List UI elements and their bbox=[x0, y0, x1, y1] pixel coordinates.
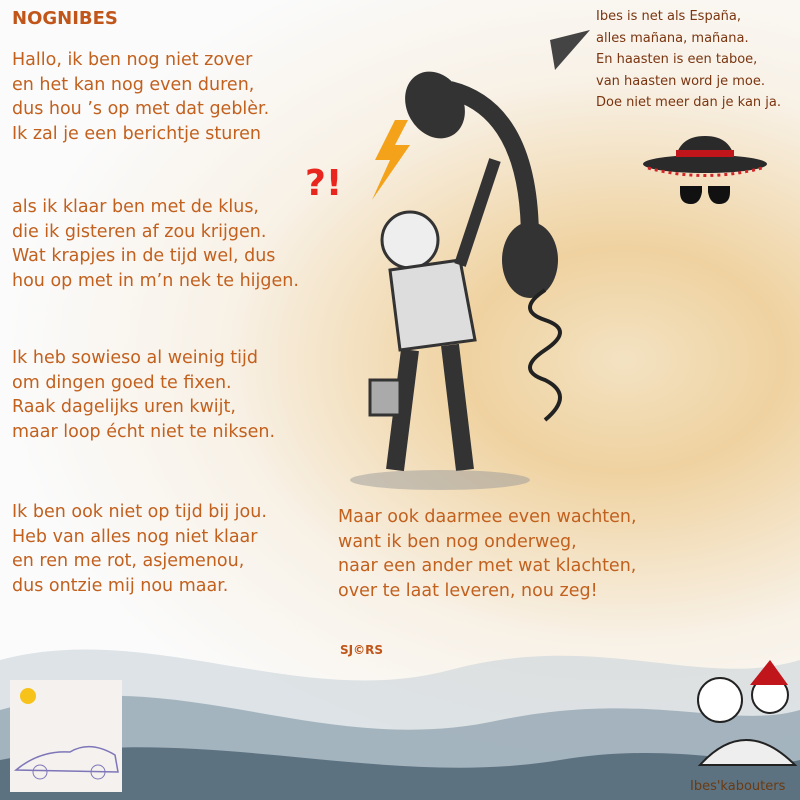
line: en ren me rot, asjemenou, bbox=[12, 551, 245, 571]
stanza-3 bbox=[12, 346, 275, 444]
line: Raak dagelijks uren kwijt, bbox=[12, 397, 236, 417]
stanza-1 bbox=[12, 48, 269, 146]
line: Ik ben ook niet op tijd bij jou. bbox=[12, 502, 267, 522]
line: dus hou ’s op met dat geblèr. bbox=[12, 99, 270, 119]
kabouters-illustration bbox=[690, 655, 800, 775]
poem-title: NOGNIBES bbox=[12, 8, 118, 29]
lightning-icon bbox=[372, 120, 410, 200]
line: hou op met in m’n nek te hijgen. bbox=[12, 270, 299, 291]
side-verse bbox=[596, 6, 781, 114]
line: Hallo, ik ben nog niet zover bbox=[12, 50, 253, 70]
exclaim-mark: ?! bbox=[305, 163, 343, 204]
gnome-with-telephone-illustration bbox=[300, 10, 600, 490]
line: maar loop écht niet te niksen. bbox=[12, 421, 276, 442]
signature: SJ©RS bbox=[340, 643, 383, 657]
line: Wat krapjes in de tijd wel, dus bbox=[12, 246, 276, 266]
line: Doe niet meer dan je kan ja. bbox=[596, 95, 781, 110]
line: alles mañana, mañana. bbox=[596, 30, 749, 46]
line: want ik ben nog onderweg, bbox=[338, 531, 577, 552]
line: naar een ander met wat klachten, bbox=[338, 556, 637, 576]
line: als ik klaar ben met de klus, bbox=[12, 197, 259, 217]
line: die ik gisteren af zou krijgen. bbox=[12, 221, 267, 242]
line: Maar ook daarmee even wachten, bbox=[338, 507, 637, 527]
line: Ik zal je een berichtje sturen bbox=[12, 123, 262, 144]
line: Ik heb sowieso al weinig tijd bbox=[12, 348, 258, 368]
brand-name: Ibes'kabouters bbox=[690, 779, 786, 794]
line: dus ontzie mij nou maar. bbox=[12, 575, 229, 596]
line: En haasten is een taboe, bbox=[596, 52, 758, 67]
stanza-4 bbox=[12, 500, 267, 598]
line: van haasten word je moe. bbox=[596, 73, 766, 89]
line: over te laat leveren, nou zeg! bbox=[338, 580, 598, 601]
stanza-5 bbox=[338, 505, 637, 603]
line: Heb van alles nog niet klaar bbox=[12, 526, 258, 547]
line: en het kan nog even duren, bbox=[12, 74, 255, 95]
sombrero-sunglasses-icon bbox=[640, 128, 770, 208]
stanza-2 bbox=[12, 195, 299, 293]
line: Ibes is net als España, bbox=[596, 9, 741, 24]
car-sun-sketch-icon bbox=[10, 680, 122, 792]
line: om dingen goed te fixen. bbox=[12, 372, 232, 393]
